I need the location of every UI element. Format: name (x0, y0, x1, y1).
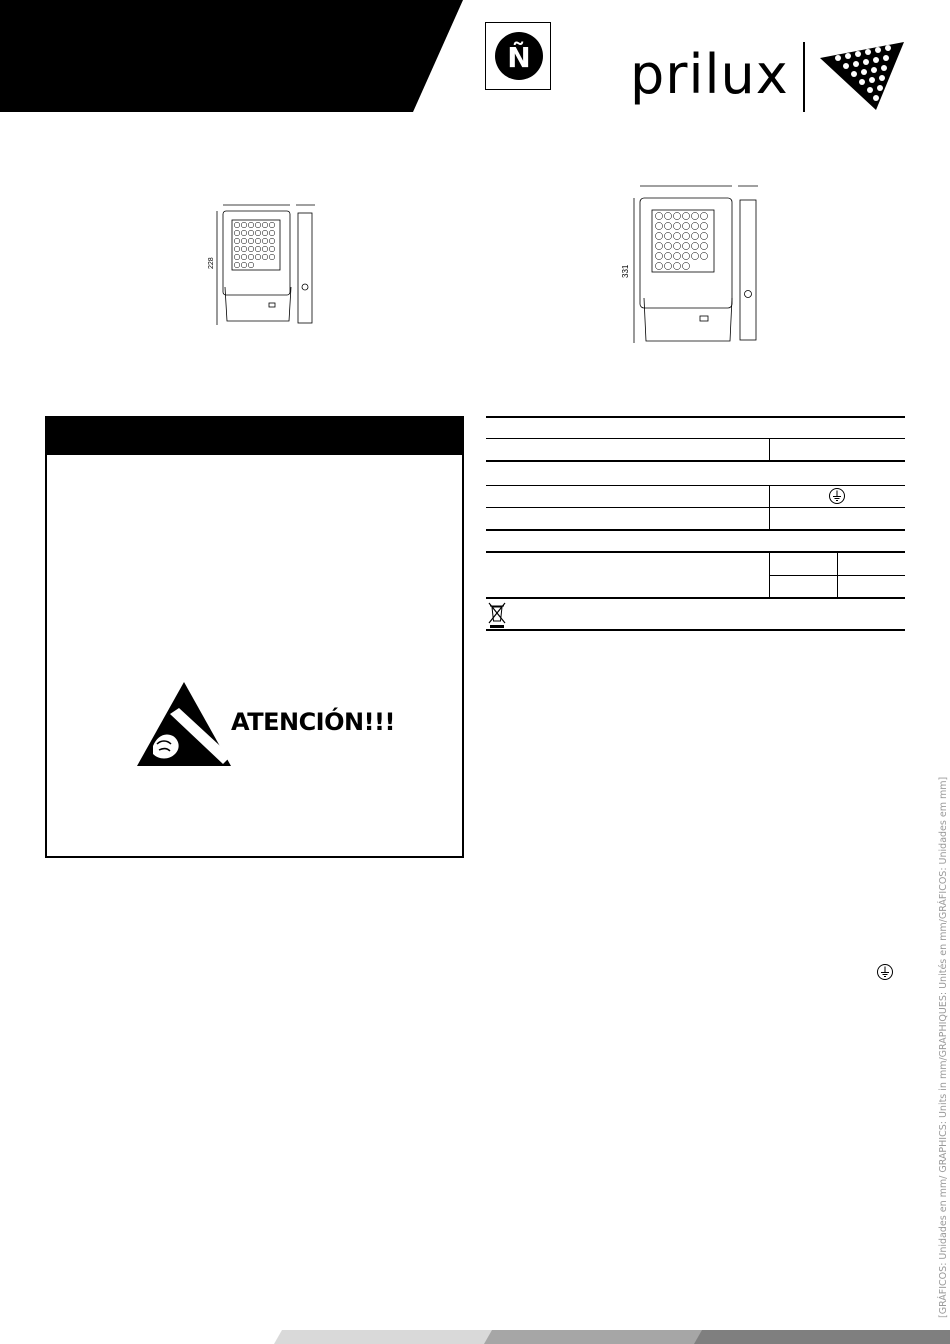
table-rule (486, 629, 905, 631)
table-rule (486, 529, 905, 531)
large-height-label: 331 (621, 264, 630, 278)
table-rule (486, 597, 905, 599)
footer-bars (270, 1330, 950, 1344)
language-badge-letter: Ñ (495, 32, 543, 80)
header-band (0, 0, 950, 115)
esd-warning-icon (135, 680, 233, 768)
table-rule (486, 507, 905, 508)
weee-bin-icon (487, 601, 507, 629)
brand-divider (803, 42, 805, 112)
table-rule (486, 438, 905, 439)
brand-logo-text: prilux (630, 43, 789, 106)
attention-warning-text: ATENCIÓN!!! (231, 708, 395, 736)
notice-header-bar (47, 418, 462, 455)
table-rule (486, 416, 905, 418)
table-rule (769, 575, 905, 576)
units-caption: [GRÁFICOS: Unidades en mm/ GRAPHICS: Units in mm/GRAPHIQUES: Unités en mm/GRÁFICOS: Unidades em mm] (938, 776, 949, 1318)
protective-earth-icon (828, 487, 846, 505)
small-height-label: 228 (208, 257, 215, 269)
esd-notice-box (45, 416, 464, 858)
brand-mark-icon (818, 40, 908, 112)
table-cell-divider (769, 438, 770, 461)
large-fixture-drawing (612, 178, 772, 348)
protective-earth-icon (876, 963, 894, 981)
table-rule (486, 460, 905, 462)
language-badge (485, 22, 551, 90)
small-fixture-drawing (195, 195, 335, 335)
table-rule (486, 485, 905, 486)
table-rule (486, 551, 905, 553)
